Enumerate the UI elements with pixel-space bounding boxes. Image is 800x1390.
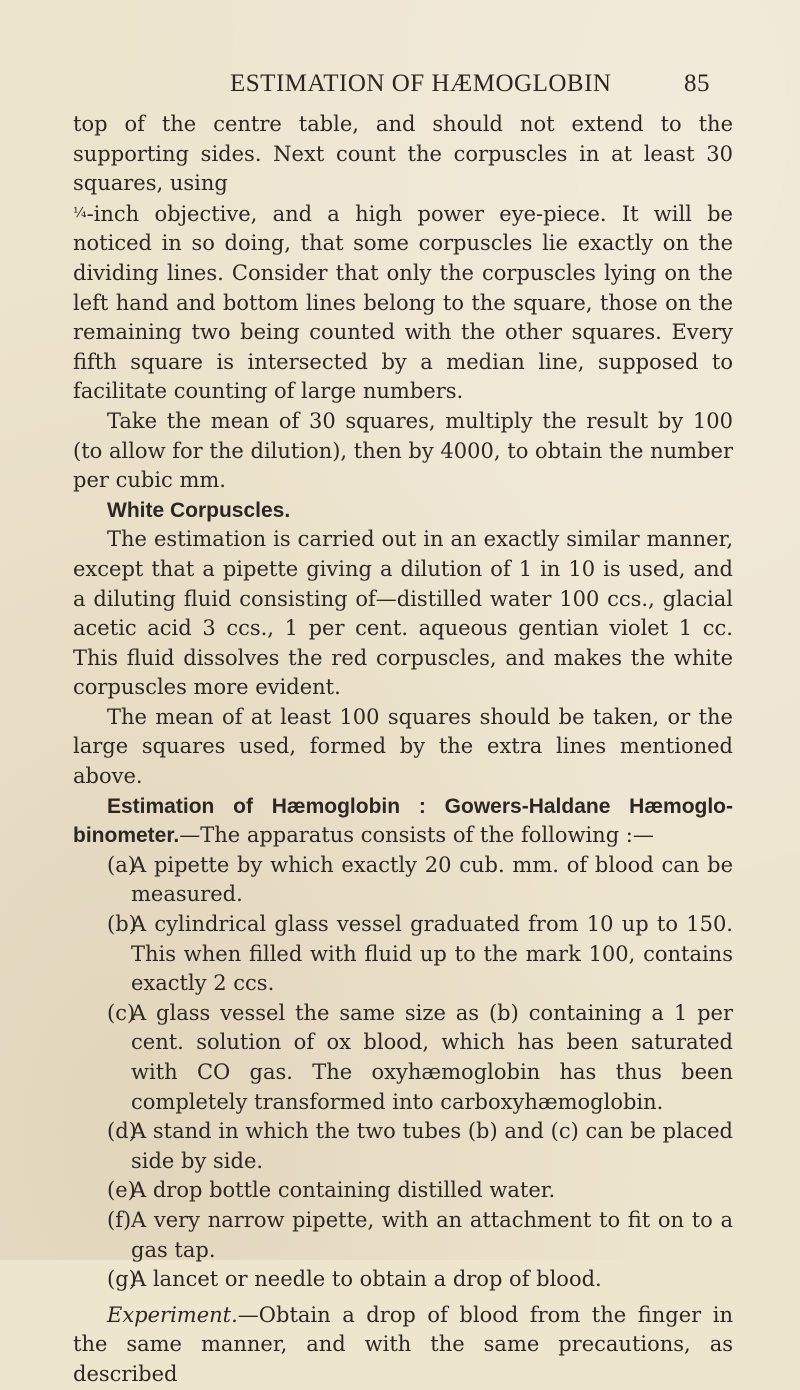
paragraph-4: The mean of at least 100 squares should be taken, or the large squares used, formed by the extra lines mentioned above. xyxy=(73,704,733,789)
body-text xyxy=(73,110,733,1390)
experiment-label: Experiment. xyxy=(107,1302,238,1327)
section-heading-white-corpuscles: White Corpuscles. xyxy=(107,498,291,522)
experiment-text: —Obtain a drop of blood from the finger in the same manner, and with the same precautions, as described xyxy=(73,1302,733,1386)
list-item-text: A very narrow pipette, with an attachment to fit on to a gas tap. xyxy=(131,1207,733,1262)
list-marker: (d) xyxy=(107,1119,137,1144)
list-item xyxy=(73,999,733,1117)
list-item-text: A cylindrical glass vessel graduated from 10 up to 150. This when filled with fluid up to the mark 100, contains exactly 2 ccs. xyxy=(131,912,733,996)
list-marker: (g) xyxy=(107,1267,137,1292)
running-header xyxy=(230,70,710,98)
running-title: ESTIMATION OF HÆMOGLOBIN xyxy=(230,70,612,97)
paragraph-1-text-a: top of the centre table, and should not extend to the supporting sides. Next count the corpuscles in at least 30 squares, using xyxy=(73,112,733,196)
list-item xyxy=(73,1206,733,1265)
list-item-text: A lancet or needle to obtain a drop of blood. xyxy=(131,1267,602,1292)
apparatus-list xyxy=(73,851,733,1295)
paragraph-5-text: —The apparatus consists of the following :— xyxy=(179,823,654,848)
fraction-quarter: ¼ xyxy=(73,204,87,221)
list-marker: (c) xyxy=(107,1000,136,1025)
list-item xyxy=(73,851,733,910)
list-item xyxy=(73,1265,733,1295)
list-item xyxy=(73,1176,733,1206)
list-item-text: A drop bottle containing distilled water. xyxy=(131,1178,556,1203)
list-marker: (b) xyxy=(107,912,137,937)
paragraph-2: Take the mean of 30 squares, multiply the result by 100 (to allow for the dilution), then by 4000, to obtain the number per cubic mm. xyxy=(73,408,733,493)
list-item-text: A glass vessel the same size as (b) containing a 1 per cent. solution of ox blood, which has been saturated with CO gas. The oxyhæmoglobin has thus been completely transformed into carboxyhæmoglobin. xyxy=(131,1000,733,1114)
list-marker: (f) xyxy=(107,1207,132,1232)
paragraph-1 xyxy=(73,110,733,407)
section-heading-estimation: Estimation of Hæmoglobin : Gowers-Haldane Hæmoglo- binometer. xyxy=(73,794,733,848)
list-marker: (a) xyxy=(107,852,136,877)
paragraph-experiment xyxy=(73,1301,733,1390)
paragraph-1-text-b: -inch objective, and a high power eye-piece. It will be noticed in so doing, that some corpuscles lie exactly on the dividing lines. Consider that only the corpuscles lying on the left hand and bottom lines belong to the square, those on the remaining two being counted with the other squares. Every fifth square is intersected by a median line, supposed to facilitate counting of large numbers. xyxy=(73,201,733,404)
list-item xyxy=(73,910,733,999)
paragraph-5 xyxy=(73,792,733,851)
list-marker: (e) xyxy=(107,1178,136,1203)
list-item xyxy=(73,1117,733,1176)
paragraph-3: The estimation is carried out in an exactly similar manner, except that a pipette giving a dilution of 1 in 10 is used, and a diluting fluid consisting of—distilled water 100 ccs., glacial acetic acid 3 ccs., 1 per cent. aqueous gentian violet 1 cc. This fluid dissolves the red corpuscles, and makes the white corpuscles more evident. xyxy=(73,527,733,700)
list-item-text: A pipette by which exactly 20 cub. mm. of blood can be measured. xyxy=(131,852,733,907)
list-item-text: A stand in which the two tubes (b) and (c) can be placed side by side. xyxy=(131,1119,733,1173)
page-number: 85 xyxy=(684,70,710,97)
